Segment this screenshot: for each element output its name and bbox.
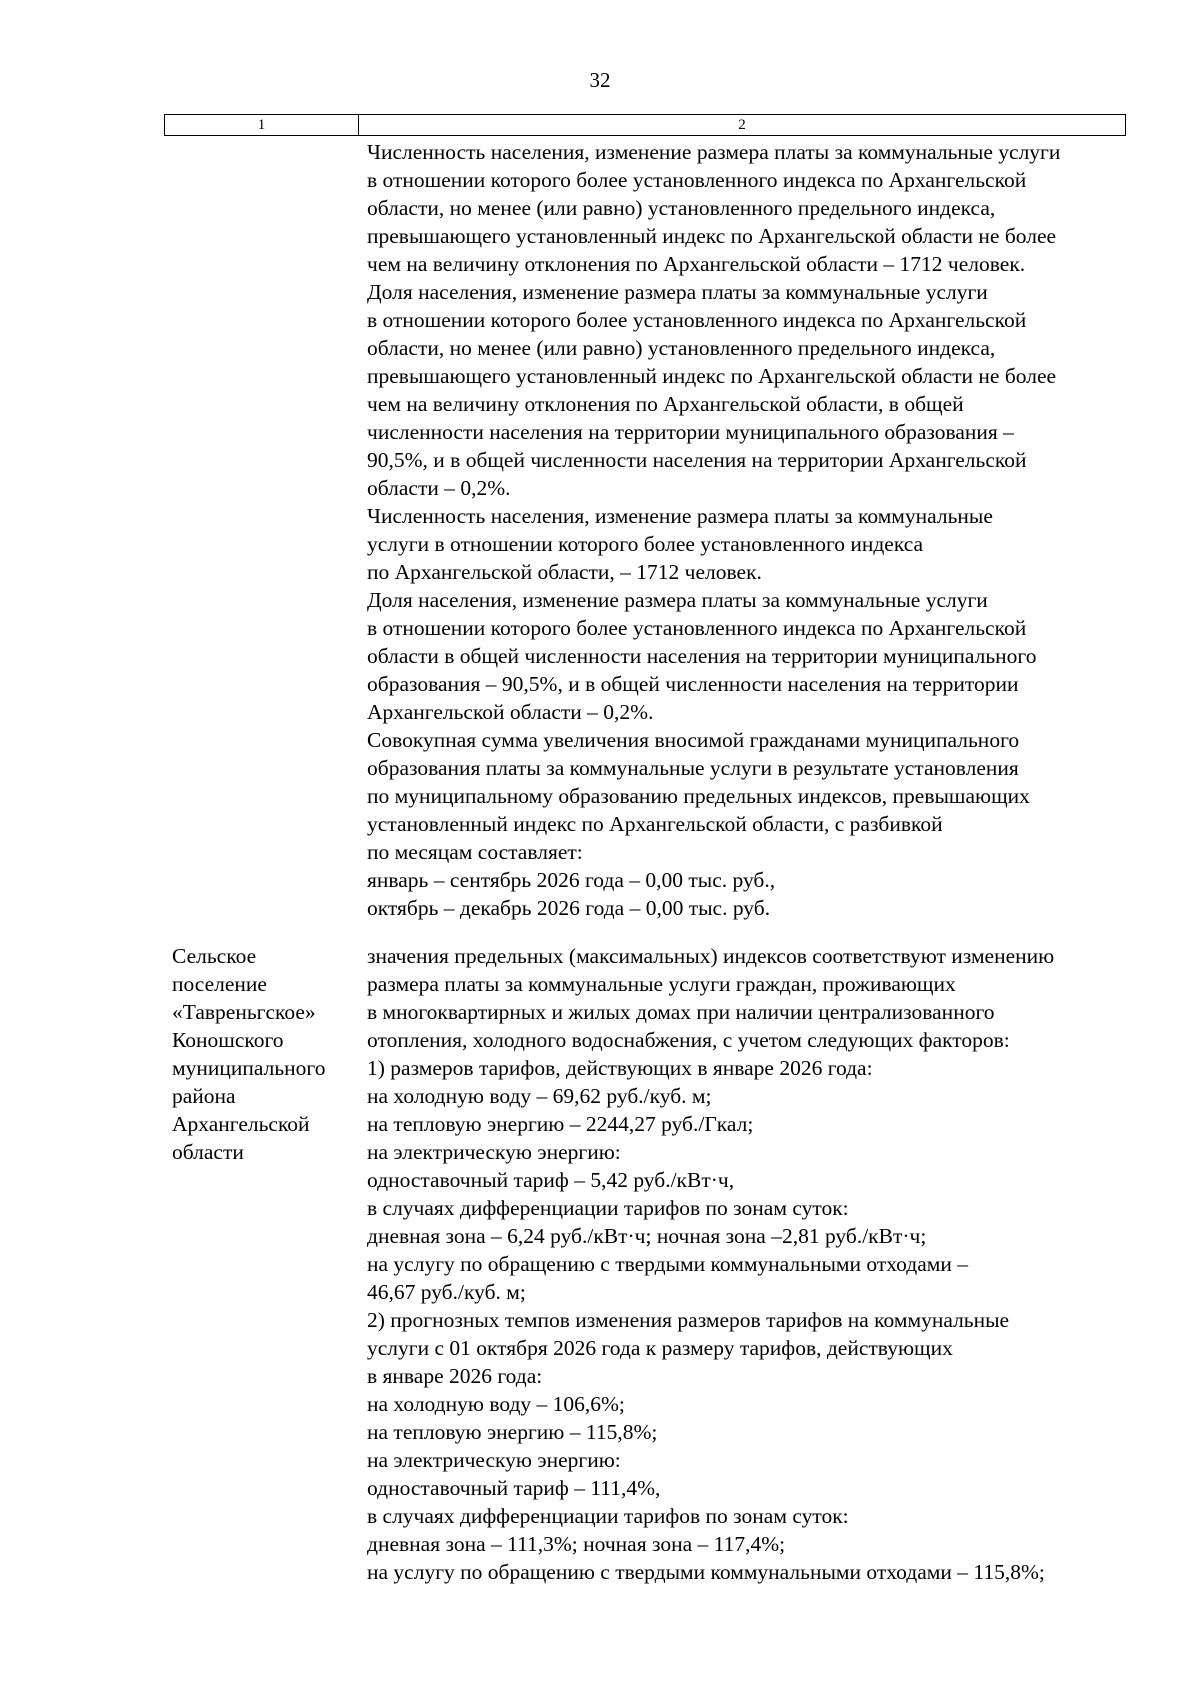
text-line: области – 0,2%. <box>367 476 511 500</box>
text-line: на холодную воду – 69,62 руб./куб. м; <box>367 1084 712 1108</box>
text-line: Численность населения, изменение размера платы за коммунальные услуги <box>367 140 1061 164</box>
text-line: области, но менее (или равно) установленного предельного индекса, <box>367 196 996 220</box>
table-header-row <box>164 114 1126 136</box>
text-line: на тепловую энергию – 115,8%; <box>367 1420 658 1444</box>
text-line: чем на величину отклонения по Архангельской области – 1712 человек. <box>367 252 1026 276</box>
text-line: превышающего установленный индекс по Архангельской области не более <box>367 364 1057 388</box>
text-line: в многоквартирных и жилых домах при наличии централизованного <box>367 1000 995 1024</box>
text-line: образования платы за коммунальные услуги в результате установления <box>367 756 1019 780</box>
text-line: на электрическую энергию: <box>367 1448 621 1472</box>
municipality-name <box>172 942 362 1166</box>
municipality-name-line: Коношского <box>172 1028 284 1052</box>
text-line: превышающего установленный индекс по Архангельской области не более <box>367 224 1057 248</box>
text-line: по Архангельской области, – 1712 человек. <box>367 560 762 584</box>
text-line: одноставочный тариф – 111,4%, <box>367 1476 661 1500</box>
text-line: в случаях дифференциации тарифов по зонам суток: <box>367 1504 849 1528</box>
text-line: услуги в отношении которого более установленного индекса <box>367 532 924 556</box>
municipality-name-line: Сельское <box>172 944 257 968</box>
text-line: 46,67 руб./куб. м; <box>367 1280 526 1304</box>
population-statistics-block <box>367 138 1127 922</box>
text-line: дневная зона – 6,24 руб./кВт·ч; ночная зона –2,81 руб./кВт·ч; <box>367 1224 927 1248</box>
text-line: в отношении которого более установленного индекса по Архангельской <box>367 168 1027 192</box>
table-header-col2: 2 <box>738 117 746 133</box>
text-line: чем на величину отклонения по Архангельской области, в общей <box>367 392 964 416</box>
text-line: по месяцам составляет: <box>367 840 583 864</box>
text-line: в январе 2026 года: <box>367 1364 543 1388</box>
text-line: размера платы за коммунальные услуги граждан, проживающих <box>367 972 956 996</box>
text-line: области в общей численности населения на территории муниципального <box>367 644 1037 668</box>
tariff-factors-block <box>367 942 1127 1586</box>
text-line: дневная зона – 111,3%; ночная зона – 117,4%; <box>367 1532 786 1556</box>
text-line: отопления, холодного водоснабжения, с учетом следующих факторов: <box>367 1028 1010 1052</box>
text-line: численности населения на территории муниципального образования – <box>367 420 1014 444</box>
text-line: в отношении которого более установленного индекса по Архангельской <box>367 616 1027 640</box>
text-line: 1) размеров тарифов, действующих в январе 2026 года: <box>367 1056 873 1080</box>
municipality-name-line: муниципального <box>172 1056 326 1080</box>
table-header-col1: 1 <box>165 115 359 135</box>
text-line: на холодную воду – 106,6%; <box>367 1392 625 1416</box>
text-line: установленный индекс по Архангельской области, с разбивкой <box>367 812 943 836</box>
municipality-name-line: области <box>172 1140 244 1164</box>
text-line: Совокупная сумма увеличения вносимой гражданами муниципального <box>367 728 1020 752</box>
text-line: области, но менее (или равно) установленного предельного индекса, <box>367 336 996 360</box>
text-line: 2) прогнозных темпов изменения размеров тарифов на коммунальные <box>367 1308 1010 1332</box>
text-line: Доля населения, изменение размера платы за коммунальные услуги <box>367 280 988 304</box>
text-line: услуги с 01 октября 2026 года к размеру тарифов, действующих <box>367 1336 953 1360</box>
text-line: одноставочный тариф – 5,42 руб./кВт·ч, <box>367 1168 735 1192</box>
text-line: Доля населения, изменение размера платы за коммунальные услуги <box>367 588 988 612</box>
text-line: образования – 90,5%, и в общей численности населения на территории <box>367 672 1019 696</box>
text-line: 90,5%, и в общей численности населения на территории Архангельской <box>367 448 1027 472</box>
text-line: на электрическую энергию: <box>367 1140 621 1164</box>
text-line: в отношении которого более установленного индекса по Архангельской <box>367 308 1027 332</box>
text-line: на услугу по обращению с твердыми коммунальными отходами – 115,8%; <box>367 1560 1045 1584</box>
text-line: в случаях дифференциации тарифов по зонам суток: <box>367 1196 849 1220</box>
page-number: 32 <box>589 68 611 92</box>
municipality-name-line: поселение <box>172 972 267 996</box>
text-line: по муниципальному образованию предельных индексов, превышающих <box>367 784 1030 808</box>
text-line: январь – сентябрь 2026 года – 0,00 тыс. руб., <box>367 868 776 892</box>
text-line: значения предельных (максимальных) индексов соответствуют изменению <box>367 944 1055 968</box>
municipality-name-line: Архангельской <box>172 1112 310 1136</box>
text-line: на тепловую энергию – 2244,27 руб./Гкал; <box>367 1112 754 1136</box>
text-line: октябрь – декабрь 2026 года – 0,00 тыс. руб. <box>367 896 771 920</box>
municipality-name-line: «Тавреньгское» <box>172 1000 316 1024</box>
text-line: на услугу по обращению с твердыми коммунальными отходами – <box>367 1252 969 1276</box>
text-line: Численность населения, изменение размера платы за коммунальные <box>367 504 993 528</box>
text-line: Архангельской области – 0,2%. <box>367 700 654 724</box>
municipality-name-line: района <box>172 1084 236 1108</box>
